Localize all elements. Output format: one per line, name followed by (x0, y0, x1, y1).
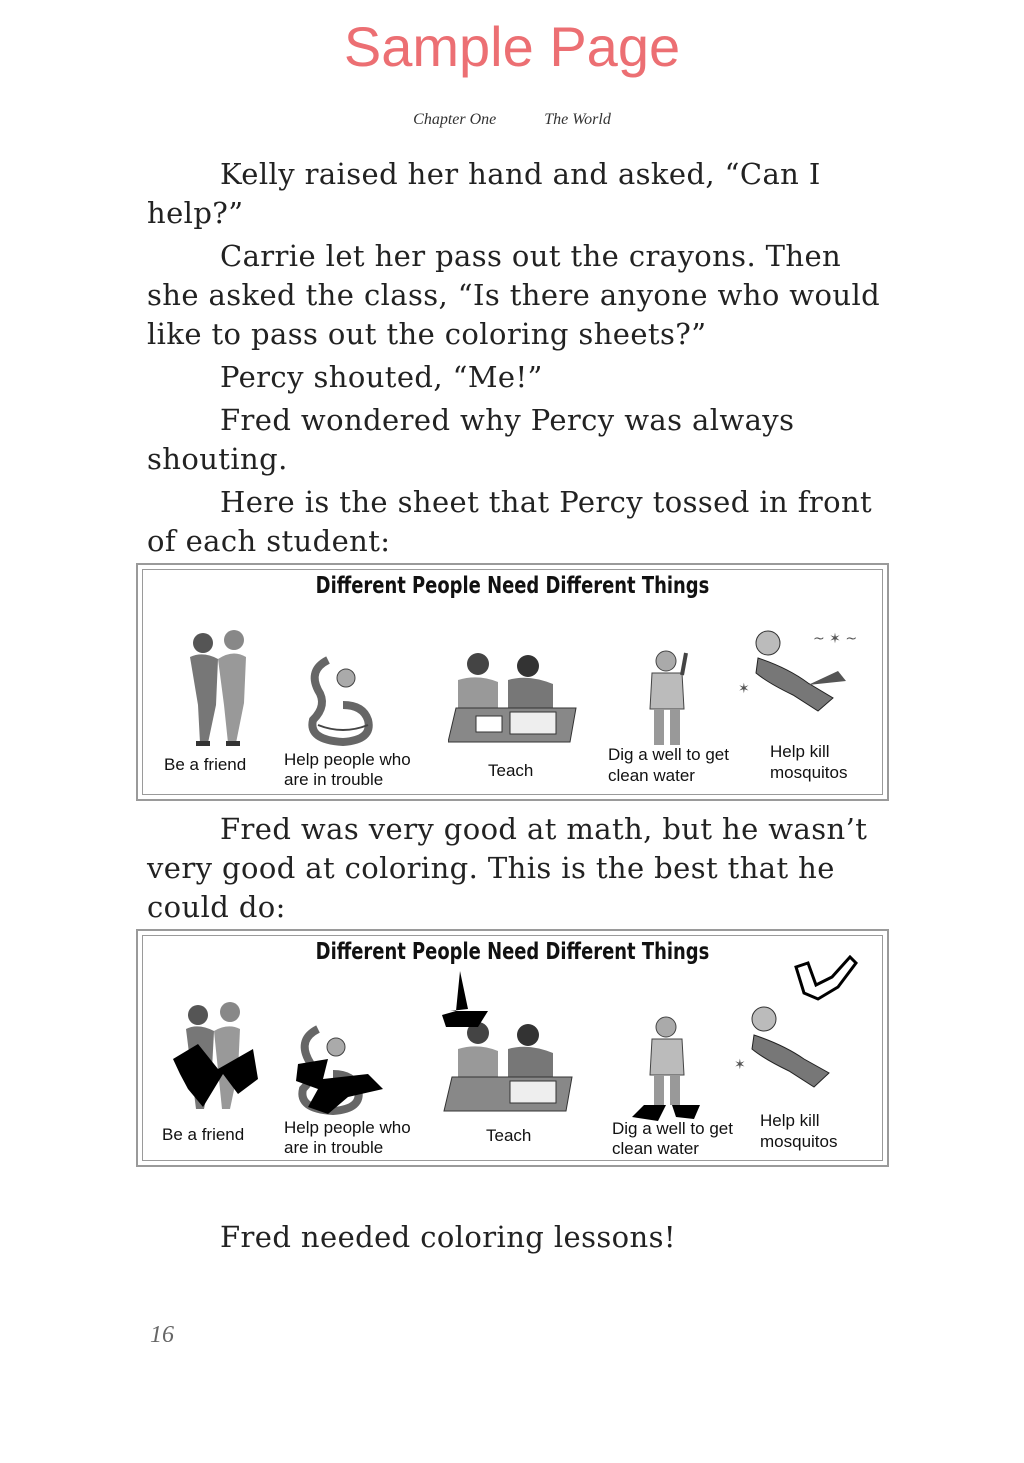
svg-text:✶: ✶ (738, 681, 750, 697)
caption-mosq-2: mosquitos (760, 1132, 838, 1151)
caption-well-1: Dig a well to get (608, 745, 729, 764)
paragraph: Fred wondered why Percy was always shouting. (147, 403, 795, 476)
paragraph: Fred needed coloring lessons! (220, 1220, 676, 1254)
caption-trouble-1: Help people who (284, 1118, 411, 1137)
worksheet-colored (136, 929, 889, 1167)
chapter-label: Chapter One (413, 111, 497, 128)
section-label: The World (544, 111, 611, 128)
worksheet-title: Different People Need Different Things (315, 573, 710, 599)
caption-well-1: Dig a well to get (612, 1119, 733, 1138)
caption-teach: Teach (488, 761, 534, 780)
caption-well-2: clean water (612, 1139, 699, 1158)
snake-illustration (288, 1019, 388, 1119)
story-text-top (147, 155, 887, 565)
mosquito-illustration (734, 955, 864, 1105)
svg-text:✶: ✶ (734, 1057, 746, 1073)
paragraph: Here is the sheet that Percy tossed in front of each student: (147, 485, 873, 558)
worksheet-title: Different People Need Different Things (315, 939, 710, 965)
caption-well-2: clean water (608, 766, 695, 785)
paragraph: Carrie let her pass out the crayons. Then she asked the class, “Is there anyone who would like to pass out the coloring sheets?” (147, 239, 881, 351)
snake-illustration (298, 650, 378, 750)
page-number: 16 (150, 1322, 174, 1348)
story-text-middle (147, 810, 887, 931)
paragraph: Fred was very good at math, but he wasn’t very good at coloring. This is the best that he could do: (147, 812, 868, 924)
caption-mosq-1: Help kill (760, 1111, 820, 1130)
sample-page-watermark: Sample Page (343, 15, 681, 78)
running-head (0, 111, 1024, 129)
worksheet-original (136, 563, 889, 801)
caption-friend: Be a friend (164, 755, 247, 774)
svg-text:~ ✶ ~: ~ ✶ ~ (813, 631, 858, 647)
caption-mosq-2: mosquitos (770, 763, 848, 782)
well-digger-illustration (628, 1013, 708, 1123)
caption-trouble-2: are in trouble (284, 770, 384, 789)
teach-illustration (448, 650, 583, 745)
paragraph: Percy shouted, “Me!” (220, 360, 543, 394)
mosquito-illustration (738, 623, 858, 718)
teach-illustration (438, 971, 578, 1116)
friends-illustration (168, 999, 263, 1119)
paragraph: Kelly raised her hand and asked, “Can I help?” (147, 157, 821, 230)
story-text-bottom (147, 1218, 887, 1261)
caption-teach: Teach (486, 1126, 532, 1145)
caption-trouble-2: are in trouble (284, 1138, 384, 1157)
friends-illustration (178, 625, 258, 750)
well-digger-illustration (638, 647, 698, 752)
caption-trouble-1: Help people who (284, 750, 411, 769)
caption-friend: Be a friend (162, 1125, 245, 1144)
caption-mosq-1: Help kill (770, 742, 830, 761)
